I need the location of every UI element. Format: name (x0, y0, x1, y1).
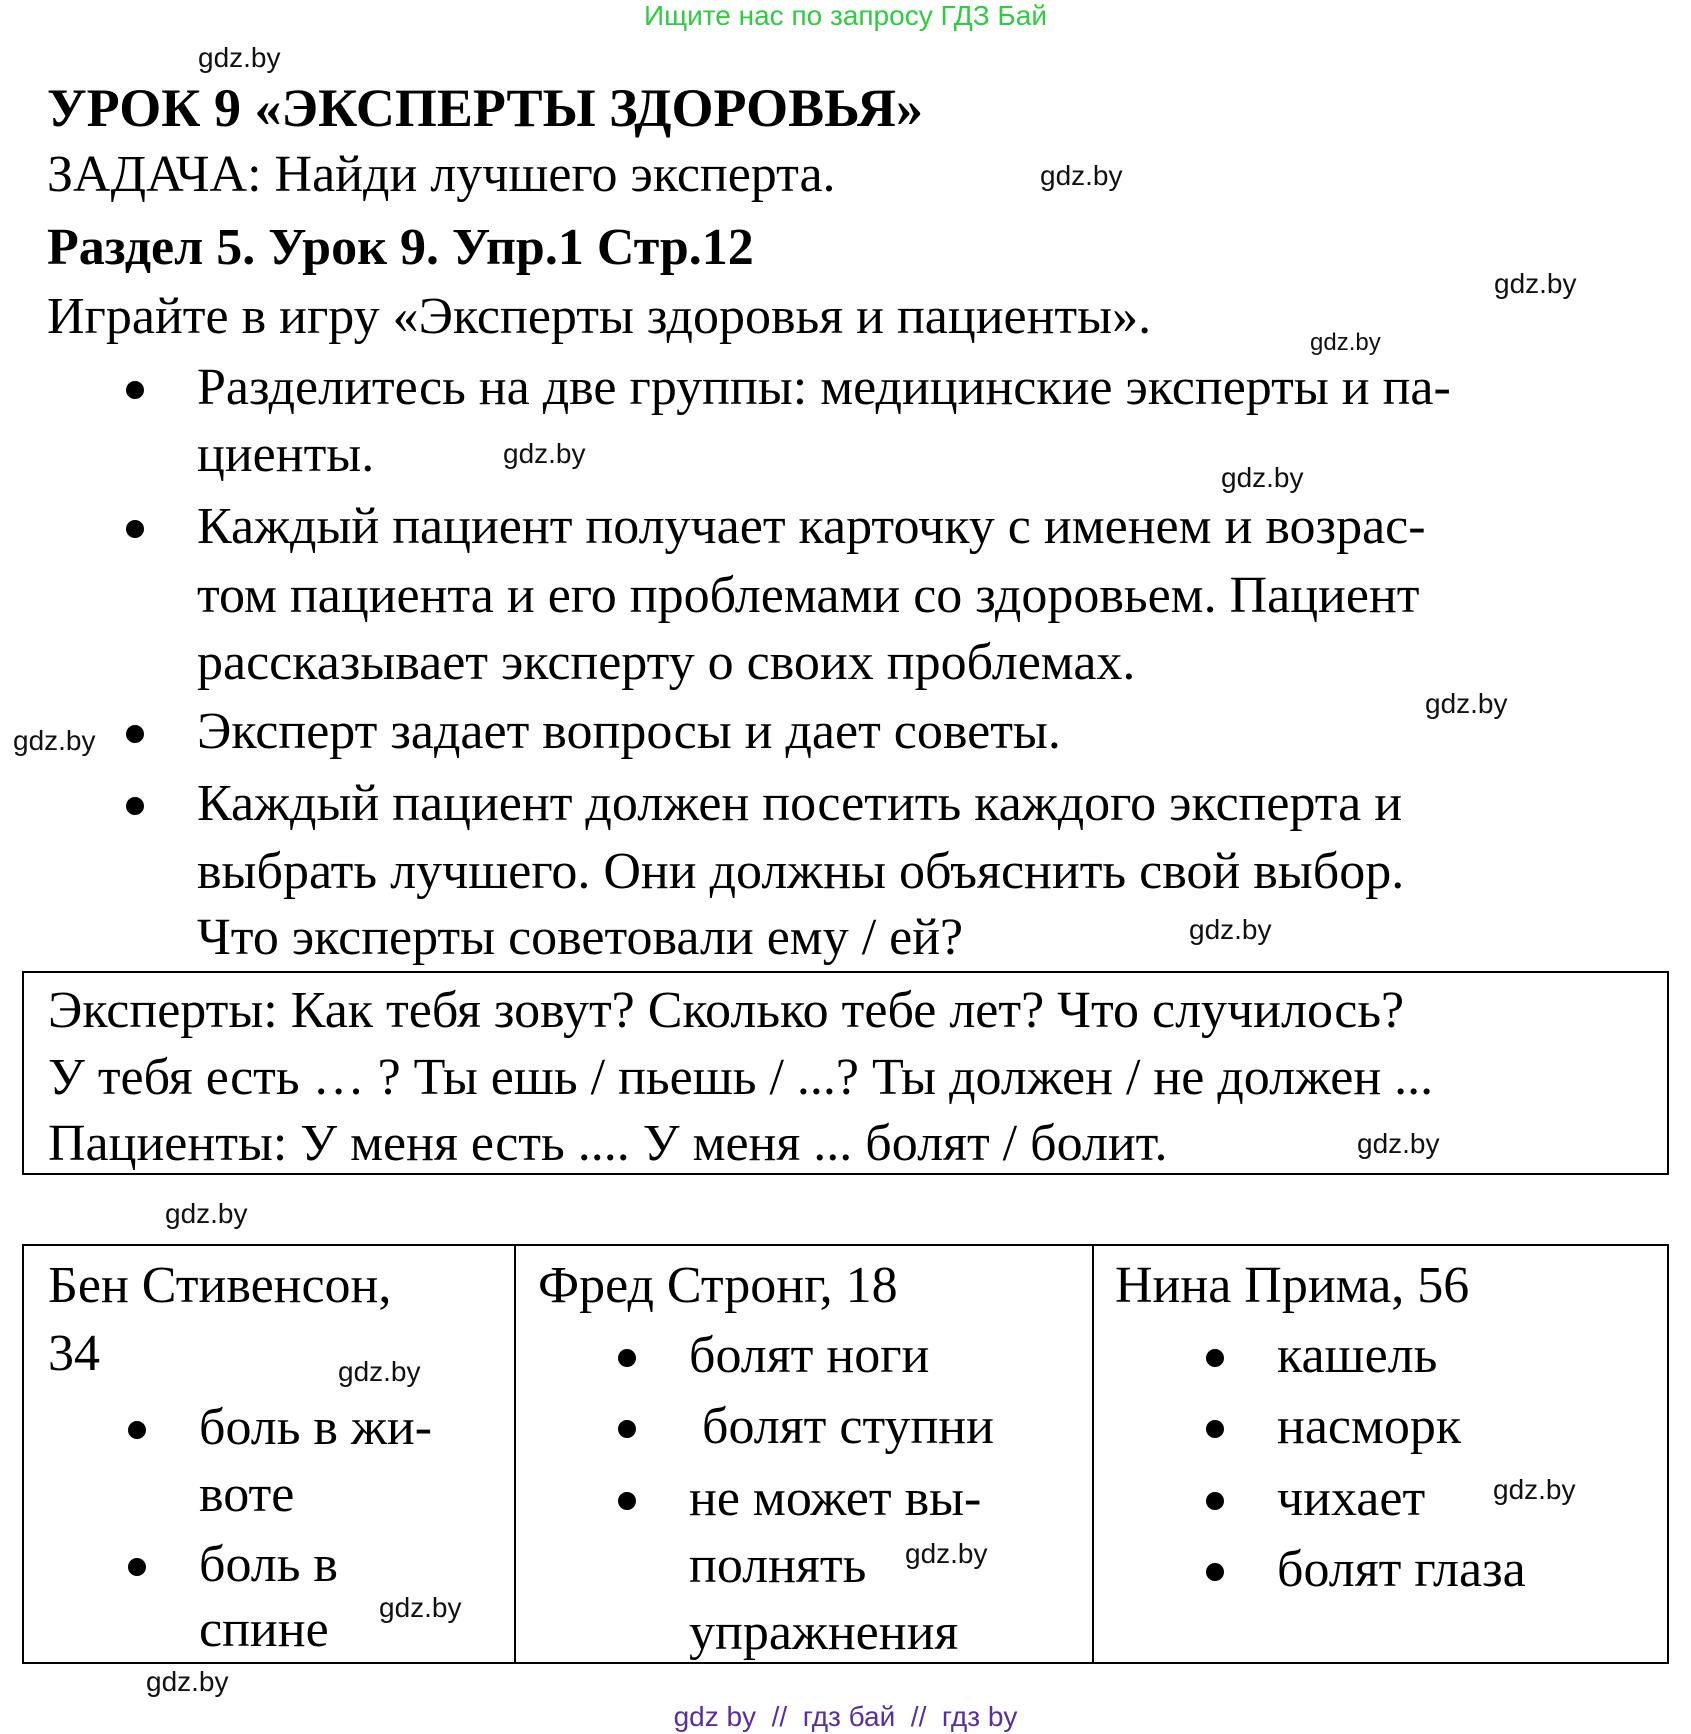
symptom: кашель (1277, 1327, 1438, 1384)
bullet-icon (618, 1420, 636, 1438)
watermark: gdz.by (1357, 1128, 1440, 1159)
bullet-icon (126, 520, 144, 538)
watermark: gdz.by (1494, 268, 1577, 299)
column-divider (514, 1246, 516, 1662)
rule-line: Разделитесь на две группы: медицинские эксперты и па- (197, 359, 1451, 416)
watermark: gdz.by (905, 1538, 988, 1569)
symptom: насморк (1277, 1398, 1462, 1455)
watermark: gdz.by (1189, 914, 1272, 945)
column-divider (1092, 1246, 1094, 1662)
patient-name: Бен Стивенсон, (48, 1257, 392, 1314)
symptom: не может вы- (689, 1470, 982, 1527)
bullet-icon (618, 1349, 636, 1367)
patient-name: Фред Стронг, 18 (538, 1257, 898, 1314)
watermark: gdz.by (1040, 160, 1123, 191)
watermark: gdz.by (379, 1592, 462, 1623)
watermark: gdz.by (1425, 688, 1508, 719)
bullet-icon (128, 1421, 146, 1439)
watermark: gdz.by (198, 42, 281, 73)
rule-line: том пациента и его проблемами со здоровьем. Пациент (197, 567, 1420, 624)
lesson-title: УРОК 9 «ЭКСПЕРТЫ ЗДОРОВЬЯ» (47, 78, 923, 138)
watermark: gdz.by (1221, 462, 1304, 493)
phrase-line: Эксперты: Как тебя зовут? Сколько тебе лет? Что случилось? (48, 982, 1405, 1039)
bullet-icon (618, 1492, 636, 1510)
task-text: ЗАДАЧА: Найди лучшего эксперта. (47, 146, 836, 203)
rule-line: Что эксперты советовали ему / ей? (197, 909, 964, 966)
symptom: воте (199, 1466, 295, 1523)
bullet-icon (126, 381, 144, 399)
bullet-icon (1206, 1563, 1224, 1581)
symptom: болят глаза (1277, 1541, 1526, 1598)
rule-line: циенты. (197, 426, 375, 483)
bullet-icon (1206, 1492, 1224, 1510)
rule-line: рассказывает эксперту о своих проблемах. (197, 634, 1136, 691)
symptom: болят ступни (689, 1398, 994, 1455)
patients-table (22, 1244, 1669, 1664)
section-heading: Раздел 5. Урок 9. Упр.1 Стр.12 (47, 219, 754, 276)
patient-age: 34 (48, 1325, 100, 1382)
bullet-icon (1206, 1420, 1224, 1438)
watermark: gdz.by (146, 1666, 229, 1697)
symptom: упражнения (689, 1604, 959, 1661)
instruction-text: Играйте в игру «Эксперты здоровья и пациенты». (47, 288, 1152, 345)
symptom: чихает (1277, 1470, 1426, 1527)
bullet-icon (126, 797, 144, 815)
rule-line: Эксперт задает вопросы и дает советы. (197, 703, 1061, 760)
bullet-icon (126, 725, 144, 743)
symptom: спине (199, 1601, 329, 1658)
footer-links[interactable]: gdz by // гдз бай // гдз by (673, 1701, 1018, 1732)
watermark: gdz.by (13, 725, 96, 756)
symptom: болят ноги (689, 1327, 930, 1384)
watermark: gdz.by (1310, 329, 1381, 356)
phrase-line: Пациенты: У меня есть .... У меня ... болят / болит. (48, 1115, 1168, 1172)
symptom: боль в (199, 1536, 338, 1593)
rule-line: Каждый пациент получает карточку с именем и возрас- (197, 498, 1426, 555)
rule-line: выбрать лучшего. Они должны объяснить свой выбор. (197, 843, 1405, 900)
symptom: боль в жи- (199, 1399, 433, 1456)
bullet-icon (128, 1558, 146, 1576)
watermark: gdz.by (1493, 1474, 1576, 1505)
watermark: gdz.by (338, 1356, 421, 1387)
watermark: gdz.by (165, 1198, 248, 1229)
header-ad[interactable]: Ищите нас по запросу ГДЗ Бай (643, 0, 1048, 31)
watermark: gdz.by (503, 438, 586, 469)
patient-name: Нина Прима, 56 (1115, 1257, 1470, 1314)
bullet-icon (1206, 1349, 1224, 1367)
symptom: полнять (689, 1537, 867, 1594)
phrase-line: У тебя есть … ? Ты ешь / пьешь / ...? Ты должен / не должен ... (48, 1049, 1434, 1106)
rule-line: Каждый пациент должен посетить каждого эксперта и (197, 775, 1403, 832)
